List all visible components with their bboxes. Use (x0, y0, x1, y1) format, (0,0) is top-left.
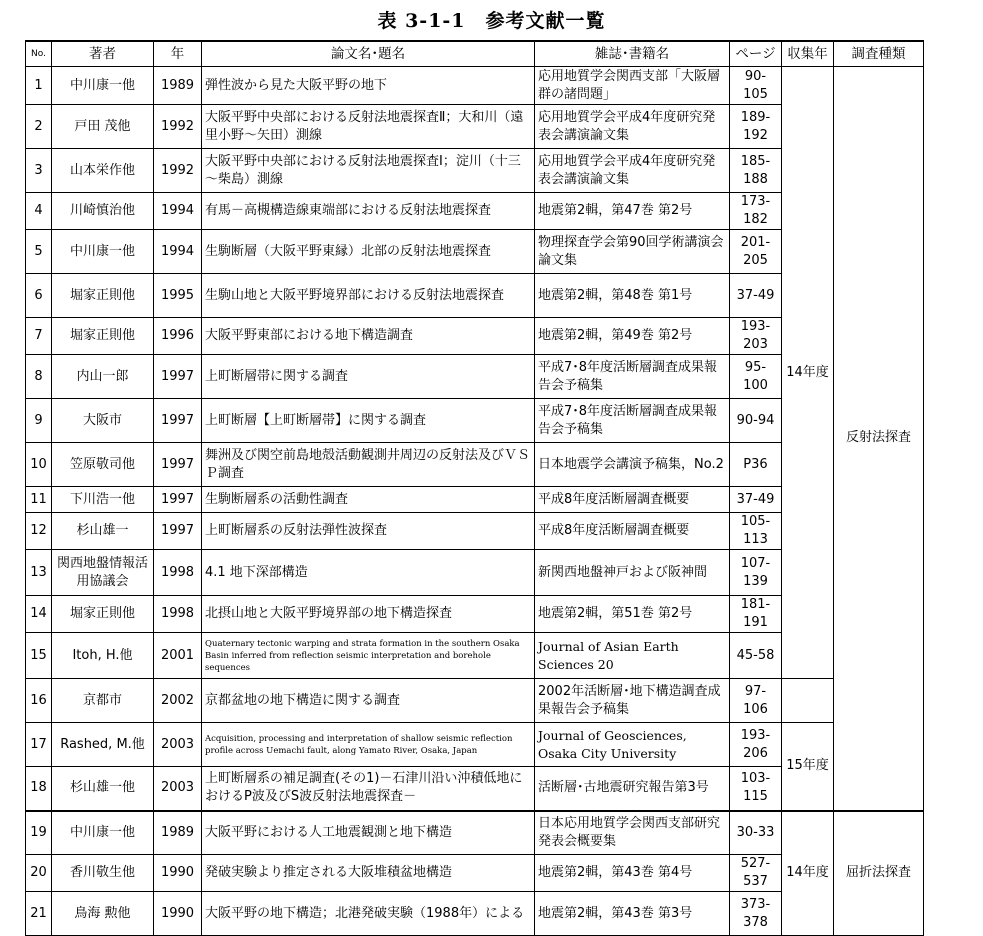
cell-no: 14 (26, 596, 52, 633)
cell-journal: 日本地震学会講演予稿集，No.2 (535, 443, 730, 487)
cell-year: 1992 (154, 149, 202, 193)
header-pages: ページ (730, 41, 782, 67)
cell-no: 7 (26, 318, 52, 355)
cell-journal: 地震第2輯，第51巻 第2号 (535, 596, 730, 633)
cell-no: 2 (26, 105, 52, 149)
cell-no: 15 (26, 633, 52, 679)
cell-pages: 189-192 (730, 105, 782, 149)
cell-year: 1990 (154, 855, 202, 892)
cell-year: 1995 (154, 274, 202, 318)
cell-pages: 37-49 (730, 274, 782, 318)
cell-year: 1989 (154, 811, 202, 855)
cell-pages: 373-378 (730, 892, 782, 936)
cell-pages: 181-191 (730, 596, 782, 633)
cell-author: 大阪市 (52, 399, 154, 443)
cell-journal: 地震第2輯，第43巻 第3号 (535, 892, 730, 936)
header-no: No. (26, 41, 52, 67)
cell-title: 上町断層【上町断層帯】に関する調査 (202, 399, 535, 443)
cell-no: 20 (26, 855, 52, 892)
cell-author: Itoh, H.他 (52, 633, 154, 679)
cell-year: 1998 (154, 550, 202, 596)
header-survey-type: 調査種類 (834, 41, 924, 67)
cell-pages: 45-58 (730, 633, 782, 679)
cell-author: 堀家正則他 (52, 318, 154, 355)
cell-journal: 平成8年度活断層調査概要 (535, 513, 730, 550)
cell-no: 16 (26, 679, 52, 723)
cell-title: 生駒断層系の活動性調査 (202, 487, 535, 513)
cell-author: 京都市 (52, 679, 154, 723)
cell-no: 19 (26, 811, 52, 855)
header-author: 著者 (52, 41, 154, 67)
cell-year: 2003 (154, 767, 202, 811)
cell-journal: 応用地質学会関西支部「大阪層群の諸問題」 (535, 67, 730, 105)
cell-year: 1997 (154, 443, 202, 487)
cell-year: 1994 (154, 193, 202, 230)
cell-author: 中川康一他 (52, 67, 154, 105)
cell-title: 有馬－高槻構造線東端部における反射法地震探査 (202, 193, 535, 230)
cell-title: 大阪平野における人工地震観測と地下構造 (202, 811, 535, 855)
table-row (26, 67, 924, 105)
cell-journal: 平成8年度活断層調査概要 (535, 487, 730, 513)
cell-title: 大阪平野中央部における反射法地震探査Ⅱ；大和川（遠里小野～矢田）測線 (202, 105, 535, 149)
cell-author: 中川康一他 (52, 230, 154, 274)
cell-author: 鳥海 勲他 (52, 892, 154, 936)
cell-title: 4.1 地下深部構造 (202, 550, 535, 596)
cell-title: 大阪平野の地下構造；北港発破実験（1988年）による (202, 892, 535, 936)
cell-journal: 新関西地盤神戸および阪神間 (535, 550, 730, 596)
page-title: 表 3-1-1 参考文献一覧 (377, 10, 606, 32)
cell-pages: 37-49 (730, 487, 782, 513)
cell-no: 17 (26, 723, 52, 767)
cell-pages: 90-94 (730, 399, 782, 443)
cell-year: 1989 (154, 67, 202, 105)
header-collection-year: 収集年 (782, 41, 834, 67)
cell-pages: 173-182 (730, 193, 782, 230)
table-row (26, 811, 924, 855)
cell-author: 中川康一他 (52, 811, 154, 855)
cell-pages: 105-113 (730, 513, 782, 550)
cell-no: 8 (26, 355, 52, 399)
cell-journal: 平成7･8年度活断層調査成果報告会予稿集 (535, 355, 730, 399)
cell-pages: 97-106 (730, 679, 782, 723)
cell-journal: 応用地質学会平成4年度研究発表会講演論文集 (535, 149, 730, 193)
cell-journal: 2002年活断層･地下構造調査成果報告会予稿集 (535, 679, 730, 723)
cell-no: 1 (26, 67, 52, 105)
cell-author: 杉山雄一他 (52, 767, 154, 811)
cell-no: 10 (26, 443, 52, 487)
cell-pages: 30-33 (730, 811, 782, 855)
cell-journal: Journal of Asian Earth Sciences 20 (535, 633, 730, 679)
cell-journal: 応用地質学会平成4年度研究発表会講演論文集 (535, 105, 730, 149)
cell-year: 1990 (154, 892, 202, 936)
cell-title: 生駒山地と大阪平野境界部における反射法地震探査 (202, 274, 535, 318)
cell-title: 大阪平野中央部における反射法地震探査Ⅰ；淀川（十三～柴島）測線 (202, 149, 535, 193)
cell-title: 京都盆地の地下構造に関する調査 (202, 679, 535, 723)
collection-year-cell: 14年度 (782, 67, 834, 679)
cell-journal: 地震第2輯，第47巻 第2号 (535, 193, 730, 230)
cell-author: 堀家正則他 (52, 596, 154, 633)
cell-journal: 地震第2輯，第43巻 第4号 (535, 855, 730, 892)
cell-title: 上町断層帯に関する調査 (202, 355, 535, 399)
cell-pages: 527-537 (730, 855, 782, 892)
cell-pages: 201-205 (730, 230, 782, 274)
cell-title: 大阪平野東部における地下構造調査 (202, 318, 535, 355)
header-journal: 雑誌･書籍名 (535, 41, 730, 67)
cell-author: 内山一郎 (52, 355, 154, 399)
collection-year-cell: 14年度 (782, 811, 834, 936)
cell-year: 2001 (154, 633, 202, 679)
cell-year: 1997 (154, 399, 202, 443)
cell-journal: 活断層･古地震研究報告第3号 (535, 767, 730, 811)
cell-author: 下川浩一他 (52, 487, 154, 513)
cell-author: 笠原敬司他 (52, 443, 154, 487)
cell-journal: 平成7･8年度活断層調査成果報告会予稿集 (535, 399, 730, 443)
cell-author: 川崎慎治他 (52, 193, 154, 230)
cell-no: 11 (26, 487, 52, 513)
cell-journal: 地震第2輯，第48巻 第1号 (535, 274, 730, 318)
cell-title: Acquisition, processing and interpretation of shallow seismic reflection profile across Uemachi fault, along Yamato River, Osaka, Japan (202, 723, 535, 767)
cell-title: 発破実験より推定される大阪堆積盆地構造 (202, 855, 535, 892)
cell-author: 堀家正則他 (52, 274, 154, 318)
cell-author: 香川敬生他 (52, 855, 154, 892)
cell-pages: 90-105 (730, 67, 782, 105)
cell-pages: 193-206 (730, 723, 782, 767)
survey-type-cell: 屈折法探査 (834, 811, 924, 936)
table-row (26, 723, 924, 767)
collection-year-empty-cell (782, 679, 834, 723)
cell-no: 9 (26, 399, 52, 443)
header-row (26, 41, 924, 67)
cell-pages: 95-100 (730, 355, 782, 399)
cell-title: 弾性波から見た大阪平野の地下 (202, 67, 535, 105)
cell-title: 舞洲及び関空前島地殻活動観測井周辺の反射法及びＶＳＰ調査 (202, 443, 535, 487)
cell-author: 戸田 茂他 (52, 105, 154, 149)
cell-title: 上町断層系の補足調査(その1)－石津川沿い沖積低地におけるP波及びS波反射法地震探査－ (202, 767, 535, 811)
cell-no: 5 (26, 230, 52, 274)
cell-pages: P36 (730, 443, 782, 487)
header-paper-title: 論文名･題名 (202, 41, 535, 67)
survey-type-cell: 反射法探査 (834, 67, 924, 811)
cell-year: 1997 (154, 513, 202, 550)
cell-no: 21 (26, 892, 52, 936)
cell-no: 12 (26, 513, 52, 550)
cell-author: 関西地盤情報活用協議会 (52, 550, 154, 596)
cell-no: 13 (26, 550, 52, 596)
cell-no: 18 (26, 767, 52, 811)
cell-no: 6 (26, 274, 52, 318)
collection-year-cell: 15年度 (782, 723, 834, 811)
cell-year: 1998 (154, 596, 202, 633)
cell-pages: 185-188 (730, 149, 782, 193)
reference-table (25, 40, 924, 936)
cell-journal: 物理探査学会第90回学術講演会論文集 (535, 230, 730, 274)
header-year: 年 (154, 41, 202, 67)
cell-year: 2003 (154, 723, 202, 767)
cell-title: Quaternary tectonic warping and strata formation in the southern Osaka Basin inferred from reflection seismic interpretation and borehole sequences (202, 633, 535, 679)
cell-author: Rashed, M.他 (52, 723, 154, 767)
cell-year: 2002 (154, 679, 202, 723)
cell-pages: 103-115 (730, 767, 782, 811)
cell-journal: Journal of Geosciences, Osaka City University (535, 723, 730, 767)
cell-year: 1996 (154, 318, 202, 355)
cell-no: 4 (26, 193, 52, 230)
cell-journal: 日本応用地質学会関西支部研究発表会概要集 (535, 811, 730, 855)
table-row (26, 679, 924, 723)
cell-year: 1992 (154, 105, 202, 149)
cell-pages: 107-139 (730, 550, 782, 596)
cell-title: 上町断層系の反射法弾性波探査 (202, 513, 535, 550)
cell-no: 3 (26, 149, 52, 193)
cell-title: 生駒断層（大阪平野東縁）北部の反射法地震探査 (202, 230, 535, 274)
cell-author: 杉山雄一 (52, 513, 154, 550)
cell-pages: 193-203 (730, 318, 782, 355)
cell-year: 1994 (154, 230, 202, 274)
cell-year: 1997 (154, 355, 202, 399)
cell-journal: 地震第2輯，第49巻 第2号 (535, 318, 730, 355)
cell-year: 1997 (154, 487, 202, 513)
cell-title: 北摂山地と大阪平野境界部の地下構造探査 (202, 596, 535, 633)
cell-author: 山本栄作他 (52, 149, 154, 193)
